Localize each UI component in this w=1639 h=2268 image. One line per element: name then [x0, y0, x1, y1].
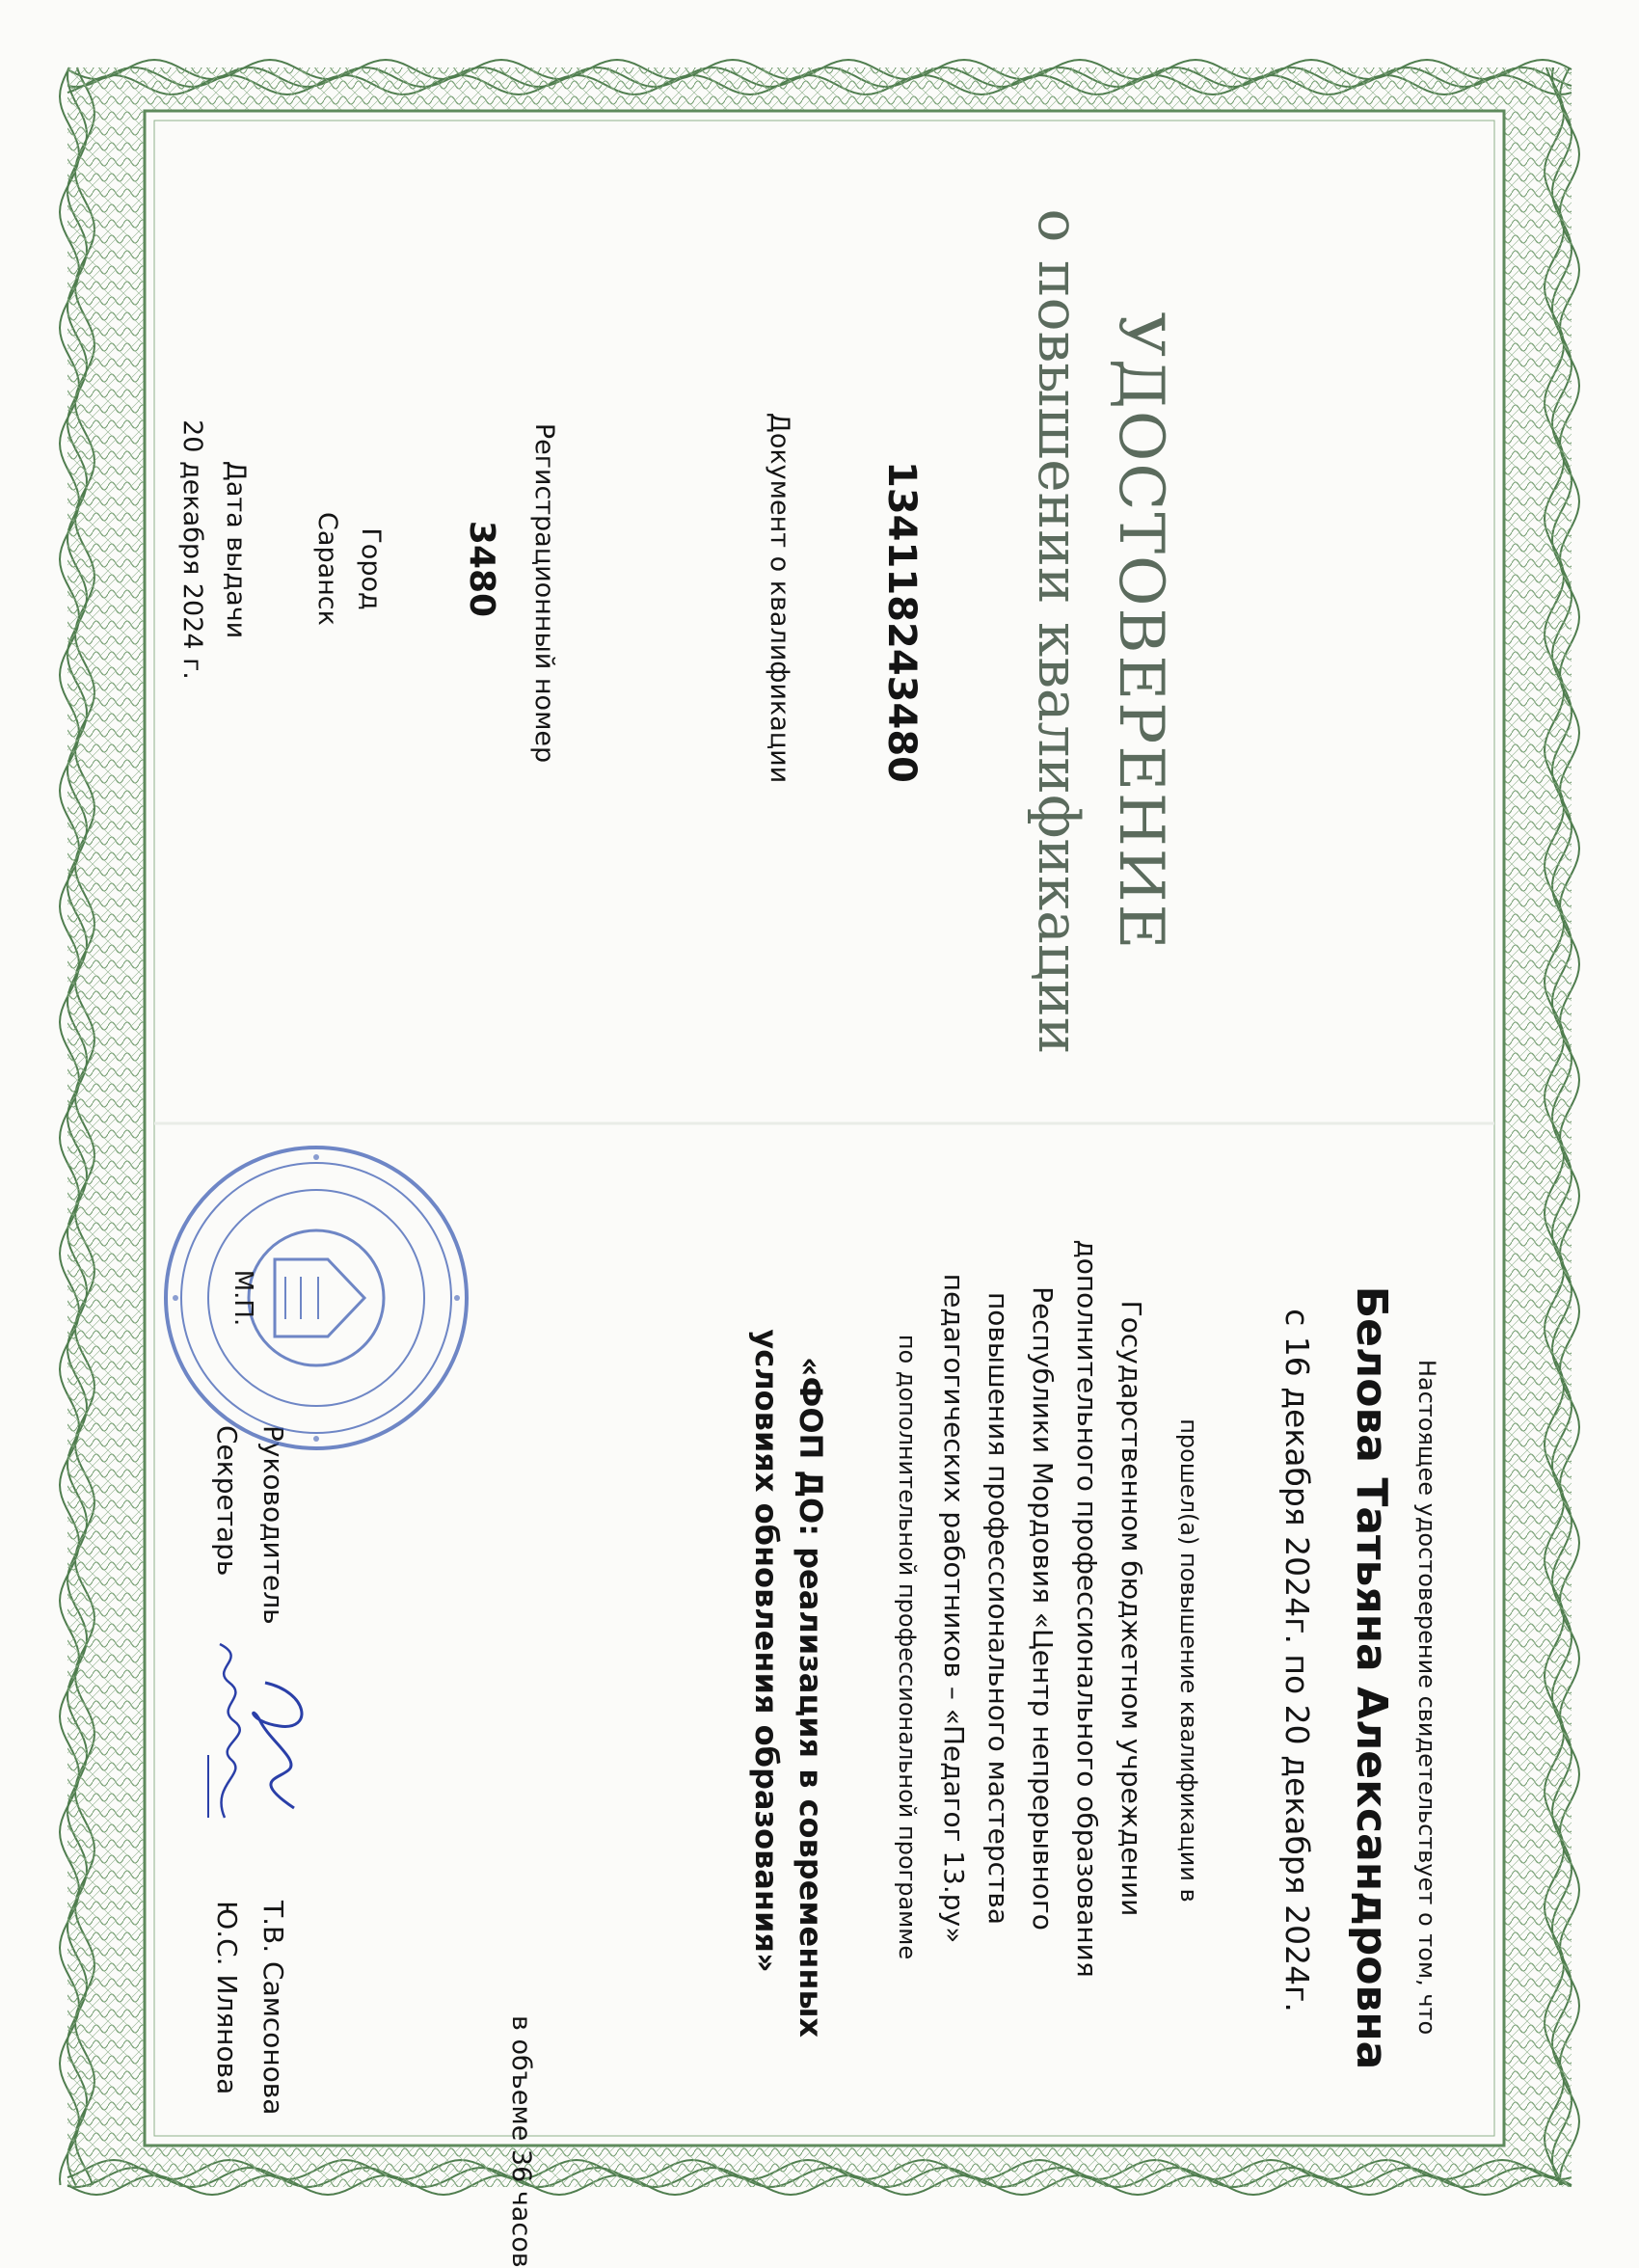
city-value: Саранск — [312, 512, 342, 626]
reg-number-label: Регистрационный номер — [529, 422, 559, 764]
issue-date: 20 декабря 2024 г. — [177, 419, 207, 680]
document-number: 134118243480 — [879, 461, 924, 783]
institution-line: Республики Мордовия «Центр непрерывного — [1027, 1286, 1059, 1930]
institution-line: Государственном бюджетном учреждении — [1115, 1300, 1147, 1917]
seal-mark: М.П. — [228, 1269, 257, 1327]
training-period: с 16 декабря 2024г. по 20 декабря 2024г. — [1278, 1309, 1316, 2012]
passed-text: прошел(а) повышение квалификации в — [1175, 1418, 1202, 1903]
secretary-role: Секретарь — [211, 1425, 243, 1577]
course-title-line2: условиях обновления образования» — [748, 1329, 785, 1973]
head-name: Т.В. Самсонова — [257, 1901, 289, 2116]
city-label: Город — [356, 527, 386, 610]
course-title-line1: «ФОП ДО: реализация в современных — [793, 1356, 829, 2038]
institution-line: педагогических работников – «Педагог 13.ру» — [938, 1273, 970, 1944]
secretary-signature-icon — [201, 1639, 258, 1822]
secretary-name: Ю.С. Илянова — [211, 1901, 243, 2095]
certificate-subtitle: о повышении квалификации — [1026, 208, 1091, 1055]
issue-date-label: Дата выдачи — [221, 460, 251, 639]
holder-name: Белова Татьяна Александровна — [1347, 1285, 1396, 2070]
course-hours: в объеме 36 часов — [506, 2015, 536, 2268]
intro-text: Настоящее удостоверение свидетельствует о том, что — [1413, 1359, 1440, 2036]
head-role: Руководитель — [257, 1425, 289, 1625]
certificate-title: УДОСТОВЕРЕНИЕ — [1105, 311, 1176, 952]
document-label: Документ о квалификации — [765, 412, 794, 784]
reg-number: 3480 — [462, 520, 501, 618]
institution-line: повышения профессионального мастерства — [982, 1291, 1014, 1926]
official-seal-icon — [160, 1142, 472, 1454]
institution-line: дополнительного профессионального образования — [1071, 1239, 1103, 1978]
program-label: по дополнительной профессиональной программе — [894, 1334, 921, 1960]
